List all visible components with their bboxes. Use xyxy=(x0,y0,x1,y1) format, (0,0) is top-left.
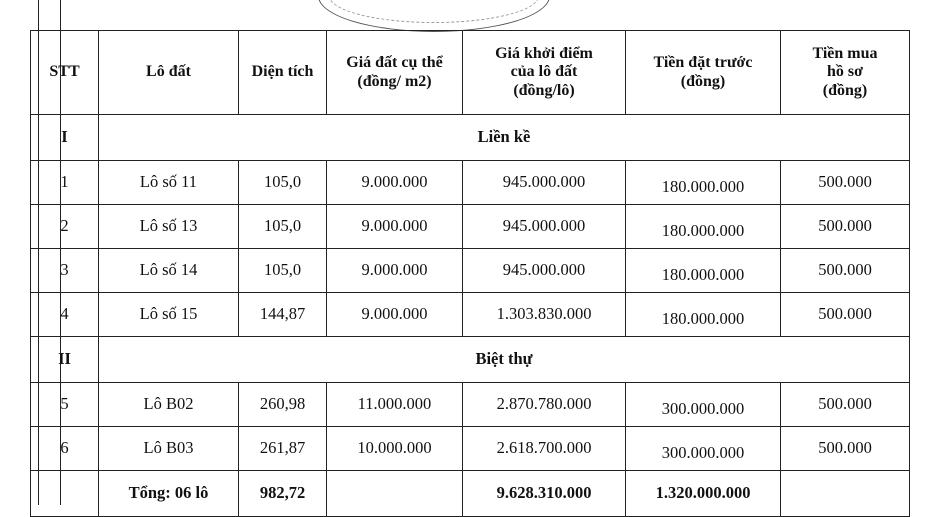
section-row xyxy=(31,337,910,383)
table-row xyxy=(31,427,910,471)
row-stt: 4 xyxy=(31,293,99,337)
row-deposit: 180.000.000 xyxy=(626,249,781,293)
table-row xyxy=(31,249,910,293)
row-area: 261,87 xyxy=(239,427,327,471)
row-unit-price: 9.000.000 xyxy=(327,161,463,205)
row-lot: Lô số 11 xyxy=(99,161,239,205)
row-stt: 5 xyxy=(31,383,99,427)
total-row xyxy=(31,471,910,517)
row-lot: Lô số 15 xyxy=(99,293,239,337)
row-lot: Lô B02 xyxy=(99,383,239,427)
row-deposit: 180.000.000 xyxy=(626,161,781,205)
row-deposit: 180.000.000 xyxy=(626,293,781,337)
row-deposit: 300.000.000 xyxy=(626,427,781,471)
total-fee-blank xyxy=(781,471,910,517)
section-number: I xyxy=(31,115,99,161)
row-unit-price: 9.000.000 xyxy=(327,293,463,337)
section-title: Biệt thự xyxy=(99,337,910,383)
row-stt: 3 xyxy=(31,249,99,293)
header-deposit: Tiền đặt trước (đồng) xyxy=(626,31,781,115)
table-row xyxy=(31,161,910,205)
header-area: Diện tích xyxy=(239,31,327,115)
total-label: Tổng: 06 lô xyxy=(99,471,239,517)
row-stt: 2 xyxy=(31,205,99,249)
row-unit-price: 11.000.000 xyxy=(327,383,463,427)
total-unit-price-blank xyxy=(327,471,463,517)
header-unit-price: Giá đất cụ thể (đồng/ m2) xyxy=(327,31,463,115)
row-area: 260,98 xyxy=(239,383,327,427)
table-row xyxy=(31,383,910,427)
row-area: 105,0 xyxy=(239,161,327,205)
table-row xyxy=(31,293,910,337)
row-start-price: 945.000.000 xyxy=(463,161,626,205)
row-stt: 1 xyxy=(31,161,99,205)
total-deposit: 1.320.000.000 xyxy=(626,471,781,517)
table-row xyxy=(31,205,910,249)
row-unit-price: 10.000.000 xyxy=(327,427,463,471)
row-start-price: 2.618.700.000 xyxy=(463,427,626,471)
row-fee: 500.000 xyxy=(781,427,910,471)
row-fee: 500.000 xyxy=(781,205,910,249)
section-number: II xyxy=(31,337,99,383)
row-fee: 500.000 xyxy=(781,383,910,427)
header-dossier-fee: Tiền mua hồ sơ (đồng) xyxy=(781,31,910,115)
row-unit-price: 9.000.000 xyxy=(327,205,463,249)
row-unit-price: 9.000.000 xyxy=(327,249,463,293)
stamp-seal xyxy=(318,0,550,32)
table-header-row xyxy=(31,31,910,115)
land-lot-table xyxy=(30,30,910,517)
row-deposit: 300.000.000 xyxy=(626,383,781,427)
row-area: 105,0 xyxy=(239,249,327,293)
row-stt: 6 xyxy=(31,427,99,471)
total-start-price: 9.628.310.000 xyxy=(463,471,626,517)
header-start-price: Giá khởi điểm của lô đất (đồng/lô) xyxy=(463,31,626,115)
row-start-price: 945.000.000 xyxy=(463,249,626,293)
total-area: 982,72 xyxy=(239,471,327,517)
row-fee: 500.000 xyxy=(781,293,910,337)
row-area: 144,87 xyxy=(239,293,327,337)
row-lot: Lô B03 xyxy=(99,427,239,471)
row-lot: Lô số 14 xyxy=(99,249,239,293)
row-start-price: 945.000.000 xyxy=(463,205,626,249)
header-stt: STT xyxy=(31,31,99,115)
row-fee: 500.000 xyxy=(781,161,910,205)
row-area: 105,0 xyxy=(239,205,327,249)
total-stt-blank xyxy=(31,471,99,517)
header-lot: Lô đất xyxy=(99,31,239,115)
row-deposit: 180.000.000 xyxy=(626,205,781,249)
row-fee: 500.000 xyxy=(781,249,910,293)
section-title: Liền kề xyxy=(99,115,910,161)
row-start-price: 1.303.830.000 xyxy=(463,293,626,337)
row-start-price: 2.870.780.000 xyxy=(463,383,626,427)
row-lot: Lô số 13 xyxy=(99,205,239,249)
section-row xyxy=(31,115,910,161)
